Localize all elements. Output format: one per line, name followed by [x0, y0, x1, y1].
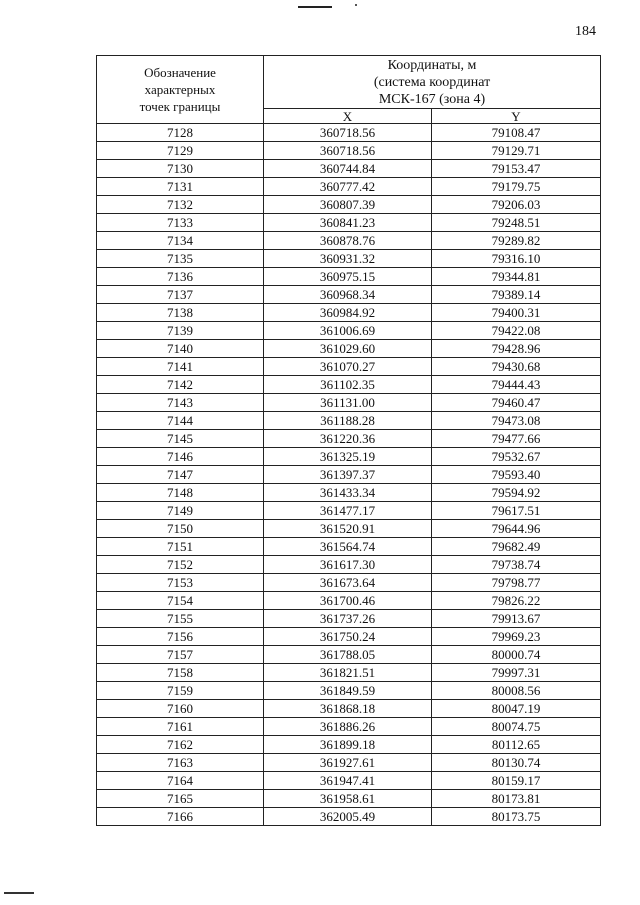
- y-coordinate-cell: 79389.14: [432, 286, 601, 304]
- table-row: [97, 808, 601, 826]
- point-id-cell: 7155: [97, 610, 264, 628]
- y-coordinate-cell: 79444.43: [432, 376, 601, 394]
- table-row: [97, 250, 601, 268]
- x-coordinate-cell: 361899.18: [264, 736, 432, 754]
- point-id-cell: 7156: [97, 628, 264, 646]
- y-coordinate-cell: 79206.03: [432, 196, 601, 214]
- x-coordinate-cell: 361849.59: [264, 682, 432, 700]
- point-id-cell: 7145: [97, 430, 264, 448]
- x-coordinate-cell: 361958.61: [264, 790, 432, 808]
- table-row: [97, 232, 601, 250]
- y-coordinate-cell: 79289.82: [432, 232, 601, 250]
- y-coordinate-cell: 79460.47: [432, 394, 601, 412]
- y-coordinate-cell: 79593.40: [432, 466, 601, 484]
- table-row: [97, 556, 601, 574]
- x-coordinate-cell: 361433.34: [264, 484, 432, 502]
- table-row: [97, 718, 601, 736]
- x-coordinate-cell: 361131.00: [264, 394, 432, 412]
- table-row: [97, 646, 601, 664]
- table-row: [97, 736, 601, 754]
- y-coordinate-cell: 79913.67: [432, 610, 601, 628]
- point-id-cell: 7130: [97, 160, 264, 178]
- table-row: [97, 664, 601, 682]
- x-coordinate-cell: 361102.35: [264, 376, 432, 394]
- x-coordinate-cell: 361220.36: [264, 430, 432, 448]
- point-id-cell: 7129: [97, 142, 264, 160]
- y-coordinate-cell: 79316.10: [432, 250, 601, 268]
- table-row: [97, 160, 601, 178]
- table-row: [97, 682, 601, 700]
- point-id-cell: 7147: [97, 466, 264, 484]
- x-coordinate-cell: 361477.17: [264, 502, 432, 520]
- x-coordinate-cell: 361788.05: [264, 646, 432, 664]
- point-id-cell: 7143: [97, 394, 264, 412]
- x-coordinate-cell: 361947.41: [264, 772, 432, 790]
- y-coordinate-cell: 79532.67: [432, 448, 601, 466]
- y-coordinate-cell: 79682.49: [432, 538, 601, 556]
- x-coordinate-cell: 360984.92: [264, 304, 432, 322]
- x-coordinate-cell: 360975.15: [264, 268, 432, 286]
- point-id-cell: 7149: [97, 502, 264, 520]
- y-coordinate-cell: 79594.92: [432, 484, 601, 502]
- table-row: [97, 304, 601, 322]
- point-id-cell: 7153: [97, 574, 264, 592]
- y-coordinate-cell: 80130.74: [432, 754, 601, 772]
- y-coordinate-cell: 80074.75: [432, 718, 601, 736]
- table-row: [97, 286, 601, 304]
- page-number: 184: [575, 24, 596, 39]
- point-id-cell: 7144: [97, 412, 264, 430]
- header-row: [97, 56, 601, 109]
- x-coordinate-cell: 361617.30: [264, 556, 432, 574]
- point-id-cell: 7131: [97, 178, 264, 196]
- table-row: [97, 610, 601, 628]
- point-id-cell: 7164: [97, 772, 264, 790]
- x-coordinate-cell: 362005.49: [264, 808, 432, 826]
- coordinates-header: [264, 56, 601, 109]
- point-id-cell: 7137: [97, 286, 264, 304]
- table-row: [97, 484, 601, 502]
- point-id-cell: 7150: [97, 520, 264, 538]
- y-coordinate-cell: 79969.23: [432, 628, 601, 646]
- y-coordinate-cell: 79430.68: [432, 358, 601, 376]
- point-id-cell: 7159: [97, 682, 264, 700]
- point-label-line-2: характерных: [144, 82, 216, 97]
- point-id-cell: 7160: [97, 700, 264, 718]
- y-coordinate-cell: 79400.31: [432, 304, 601, 322]
- table-row: [97, 628, 601, 646]
- x-coordinate-cell: 360807.39: [264, 196, 432, 214]
- table-row: [97, 124, 601, 142]
- table-row: [97, 412, 601, 430]
- y-coordinate-cell: 79477.66: [432, 430, 601, 448]
- y-column-header: Y: [432, 109, 601, 124]
- table-row: [97, 214, 601, 232]
- point-id-cell: 7157: [97, 646, 264, 664]
- point-id-cell: 7162: [97, 736, 264, 754]
- point-id-cell: 7140: [97, 340, 264, 358]
- x-coordinate-cell: 361564.74: [264, 538, 432, 556]
- y-coordinate-cell: 79248.51: [432, 214, 601, 232]
- table-row: [97, 700, 601, 718]
- x-coordinate-cell: 361700.46: [264, 592, 432, 610]
- x-coordinate-cell: 361750.24: [264, 628, 432, 646]
- top-scan-dot: [355, 4, 357, 6]
- table-row: [97, 430, 601, 448]
- table-row: [97, 340, 601, 358]
- x-coordinate-cell: 361868.18: [264, 700, 432, 718]
- y-coordinate-cell: 79129.71: [432, 142, 601, 160]
- x-coordinate-cell: 361397.37: [264, 466, 432, 484]
- x-coordinate-cell: 361520.91: [264, 520, 432, 538]
- x-coordinate-cell: 360841.23: [264, 214, 432, 232]
- x-coordinate-cell: 360718.56: [264, 124, 432, 142]
- y-coordinate-cell: 79153.47: [432, 160, 601, 178]
- table-row: [97, 772, 601, 790]
- point-id-cell: 7142: [97, 376, 264, 394]
- y-coordinate-cell: 79428.96: [432, 340, 601, 358]
- point-id-cell: 7141: [97, 358, 264, 376]
- point-id-cell: 7154: [97, 592, 264, 610]
- x-coordinate-cell: 360777.42: [264, 178, 432, 196]
- table-row: [97, 358, 601, 376]
- y-coordinate-cell: 80173.75: [432, 808, 601, 826]
- y-coordinate-cell: 79997.31: [432, 664, 601, 682]
- table-row: [97, 538, 601, 556]
- point-id-cell: 7163: [97, 754, 264, 772]
- x-coordinate-cell: 360931.32: [264, 250, 432, 268]
- y-coordinate-cell: 80159.17: [432, 772, 601, 790]
- table-row: [97, 466, 601, 484]
- coords-line-3: МСК-167 (зона 4): [378, 91, 486, 107]
- x-coordinate-cell: 361673.64: [264, 574, 432, 592]
- x-coordinate-cell: 361029.60: [264, 340, 432, 358]
- point-id-cell: 7133: [97, 214, 264, 232]
- table-row: [97, 142, 601, 160]
- y-coordinate-cell: 80047.19: [432, 700, 601, 718]
- x-coordinate-cell: 361737.26: [264, 610, 432, 628]
- y-coordinate-cell: 80112.65: [432, 736, 601, 754]
- point-id-cell: 7166: [97, 808, 264, 826]
- x-coordinate-cell: 360878.76: [264, 232, 432, 250]
- coordinates-table: [96, 55, 601, 826]
- bottom-scan-mark: [4, 892, 34, 894]
- point-id-cell: 7139: [97, 322, 264, 340]
- y-coordinate-cell: 80008.56: [432, 682, 601, 700]
- x-coordinate-cell: 360968.34: [264, 286, 432, 304]
- table-row: [97, 790, 601, 808]
- table-body: [97, 124, 601, 826]
- table-row: [97, 376, 601, 394]
- point-id-cell: 7132: [97, 196, 264, 214]
- y-coordinate-cell: 79798.77: [432, 574, 601, 592]
- point-designation-header: [97, 56, 264, 124]
- x-column-header: X: [264, 109, 432, 124]
- point-id-cell: 7151: [97, 538, 264, 556]
- table-row: [97, 322, 601, 340]
- point-id-cell: 7158: [97, 664, 264, 682]
- table-row: [97, 394, 601, 412]
- point-id-cell: 7148: [97, 484, 264, 502]
- y-coordinate-cell: 79179.75: [432, 178, 601, 196]
- x-coordinate-cell: 361325.19: [264, 448, 432, 466]
- y-coordinate-cell: 79344.81: [432, 268, 601, 286]
- point-label-line-1: Обозначение: [144, 65, 216, 80]
- coords-line-2: (система координат: [373, 74, 491, 90]
- y-coordinate-cell: 79473.08: [432, 412, 601, 430]
- table-row: [97, 448, 601, 466]
- y-coordinate-cell: 79422.08: [432, 322, 601, 340]
- x-coordinate-cell: 360744.84: [264, 160, 432, 178]
- x-coordinate-cell: 361188.28: [264, 412, 432, 430]
- x-coordinate-cell: 360718.56: [264, 142, 432, 160]
- top-scan-mark: [298, 6, 332, 8]
- x-coordinate-cell: 361070.27: [264, 358, 432, 376]
- point-id-cell: 7161: [97, 718, 264, 736]
- table-row: [97, 592, 601, 610]
- table-row: [97, 574, 601, 592]
- table-row: [97, 268, 601, 286]
- x-coordinate-cell: 361927.61: [264, 754, 432, 772]
- point-label-line-3: точек границы: [139, 99, 221, 114]
- y-coordinate-cell: 79738.74: [432, 556, 601, 574]
- point-id-cell: 7152: [97, 556, 264, 574]
- table-row: [97, 178, 601, 196]
- table-row: [97, 502, 601, 520]
- point-id-cell: 7134: [97, 232, 264, 250]
- y-coordinate-cell: 79617.51: [432, 502, 601, 520]
- point-id-cell: 7146: [97, 448, 264, 466]
- point-id-cell: 7128: [97, 124, 264, 142]
- point-id-cell: 7135: [97, 250, 264, 268]
- table-row: [97, 754, 601, 772]
- point-id-cell: 7165: [97, 790, 264, 808]
- point-id-cell: 7138: [97, 304, 264, 322]
- table-row: [97, 196, 601, 214]
- y-coordinate-cell: 80000.74: [432, 646, 601, 664]
- table-row: [97, 520, 601, 538]
- y-coordinate-cell: 79108.47: [432, 124, 601, 142]
- y-coordinate-cell: 80173.81: [432, 790, 601, 808]
- point-id-cell: 7136: [97, 268, 264, 286]
- x-coordinate-cell: 361006.69: [264, 322, 432, 340]
- coords-line-1: Координаты, м: [387, 57, 477, 73]
- x-coordinate-cell: 361886.26: [264, 718, 432, 736]
- y-coordinate-cell: 79826.22: [432, 592, 601, 610]
- y-coordinate-cell: 79644.96: [432, 520, 601, 538]
- x-coordinate-cell: 361821.51: [264, 664, 432, 682]
